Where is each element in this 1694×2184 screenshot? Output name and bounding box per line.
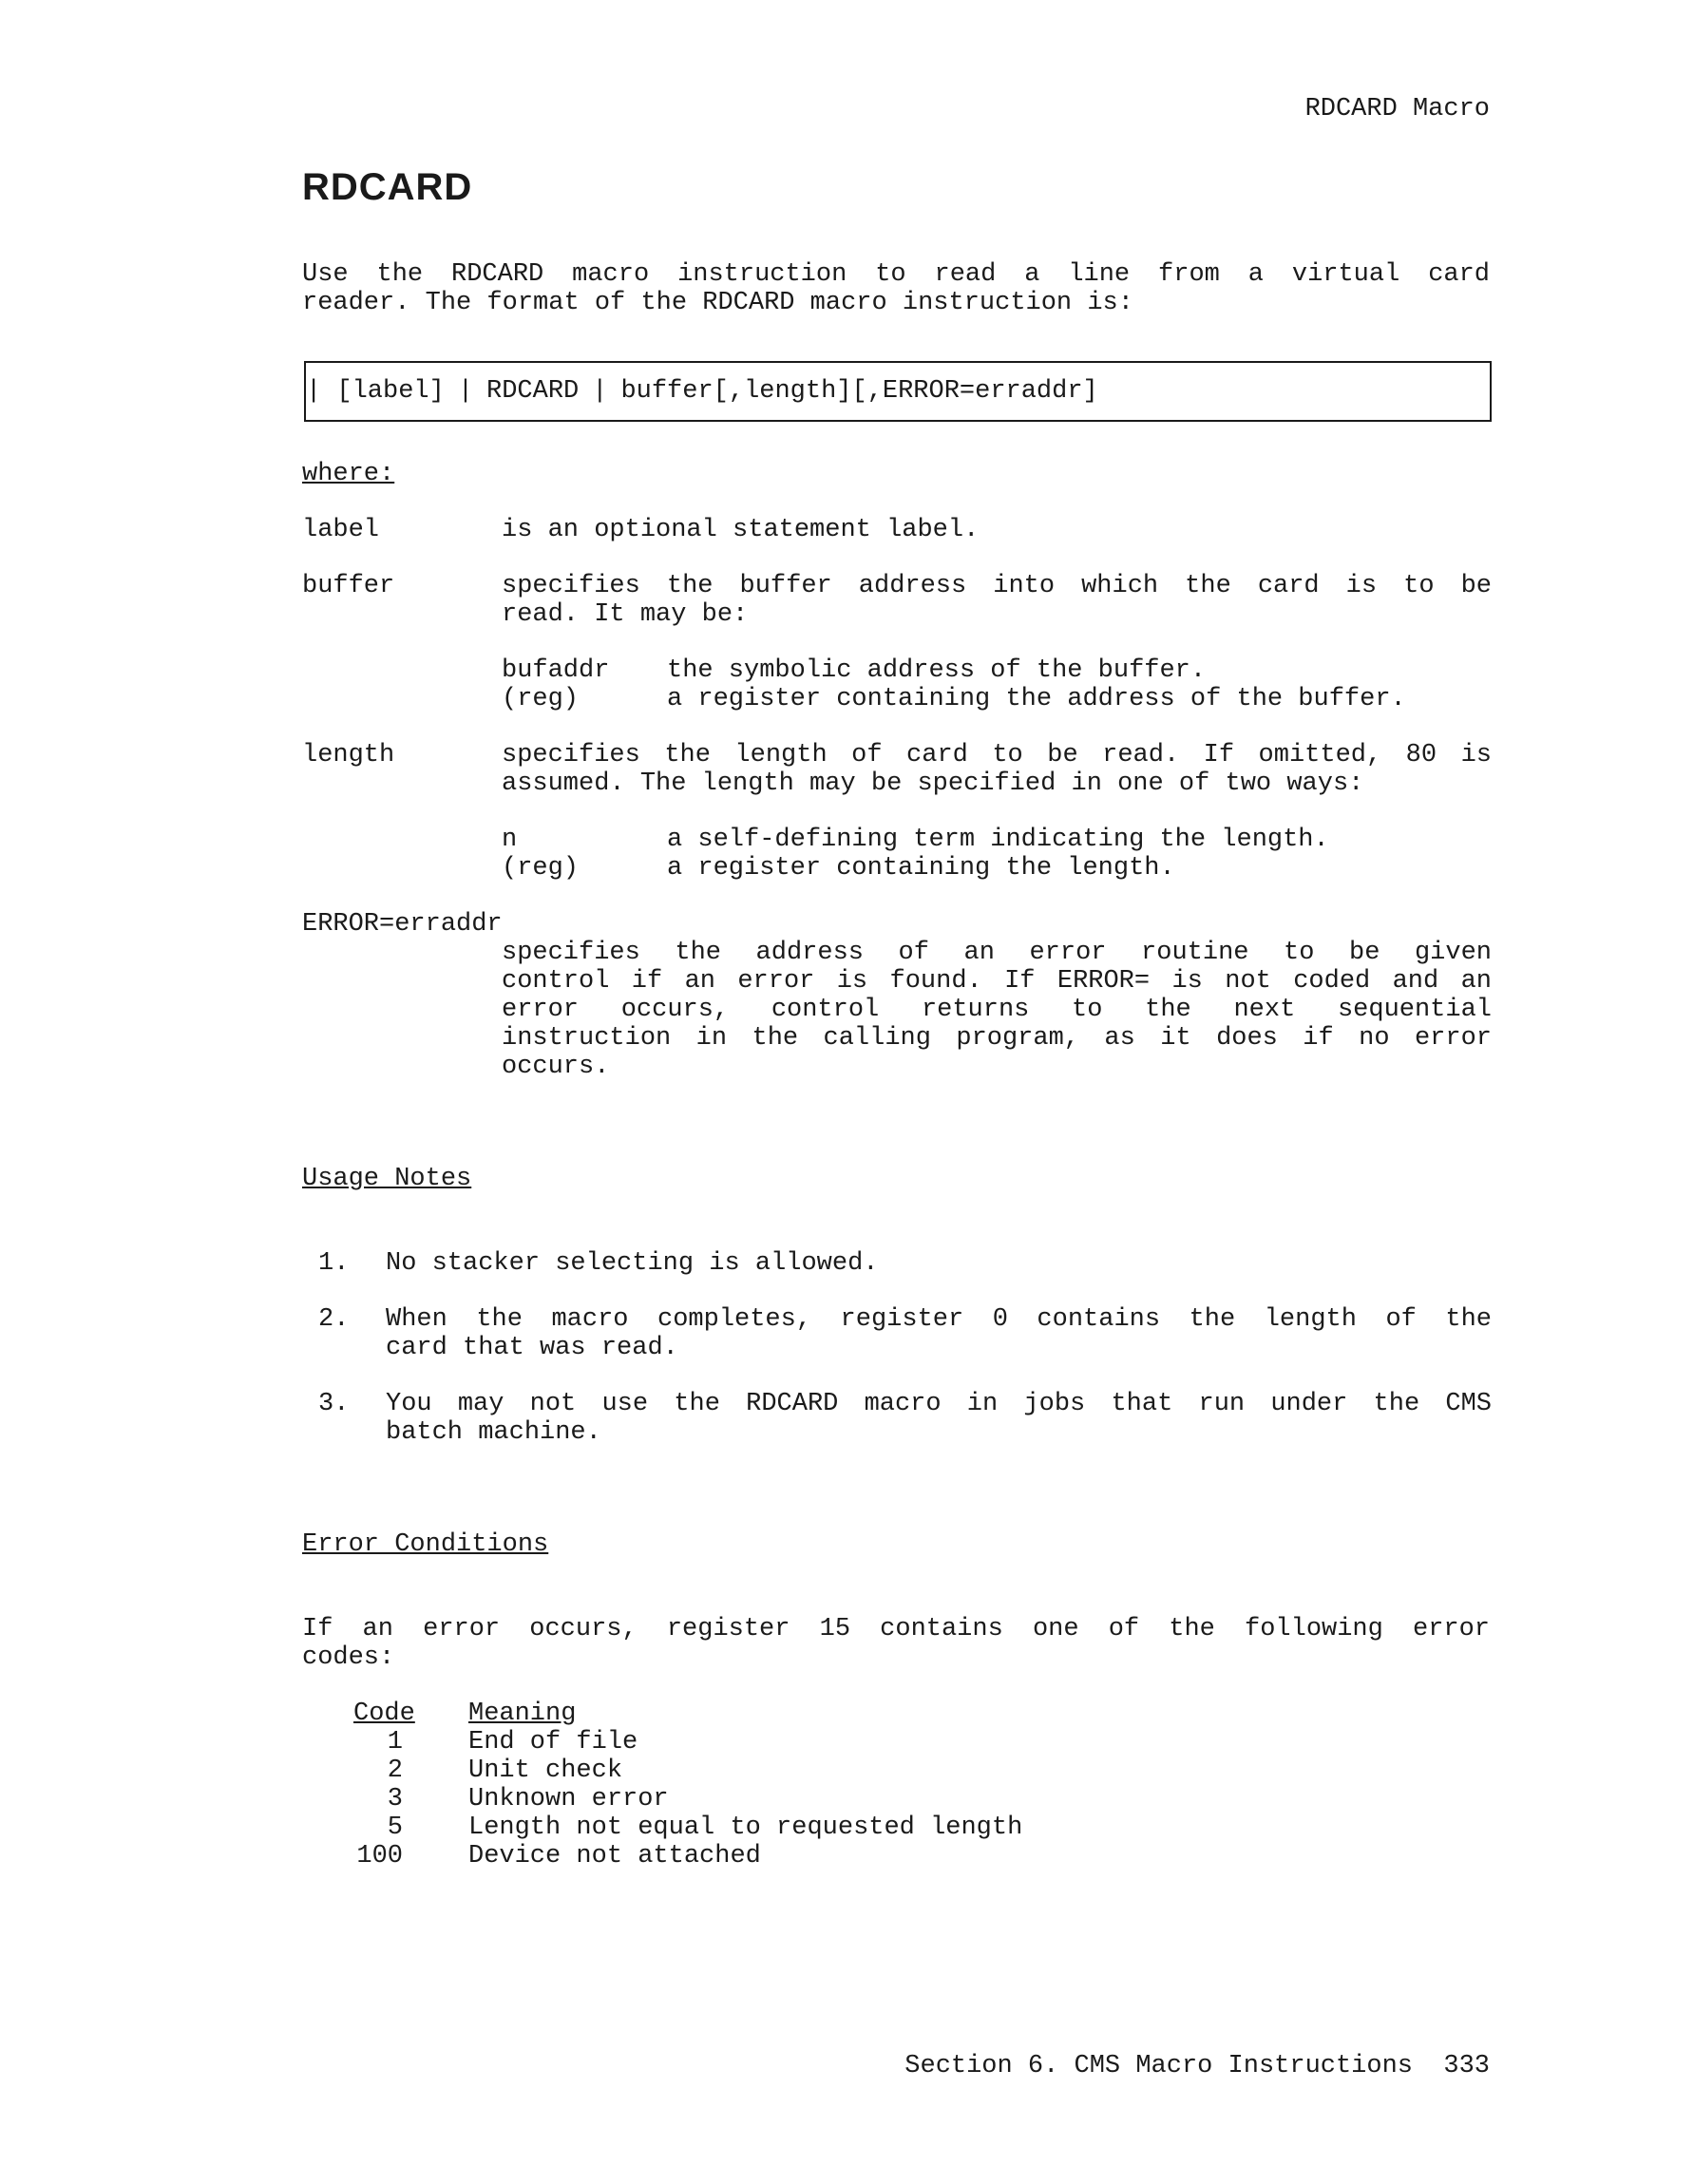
buffer-option-desc: the symbolic address of the buffer. — [667, 656, 1207, 685]
footer-section: Section 6. CMS Macro Instructions — [904, 2052, 1413, 2080]
running-header: RDCARD Macro — [1304, 95, 1490, 123]
meaning-column-header: Meaning — [468, 1700, 577, 1728]
error-code: 100 — [356, 1842, 403, 1871]
intro-line-1: Use the RDCARD macro instruction to read a line from a virtual card — [302, 260, 1490, 289]
param-error-desc-4: instruction in the calling program, as it does if no error — [502, 1024, 1492, 1053]
error-intro-line-1: If an error occurs, register 15 contains one of the following error — [302, 1615, 1490, 1643]
syntax-operands: buffer[,length][,ERROR=erraddr] — [620, 377, 1098, 406]
param-error-desc-2: control if an error is found. If ERROR= is not coded and an — [502, 967, 1492, 996]
param-buffer-desc-1: specifies the buffer address into which the card is to be — [502, 572, 1492, 600]
syntax-label: [label] — [336, 377, 445, 406]
page-title: RDCARD — [302, 166, 473, 208]
buffer-option-term: (reg) — [502, 685, 580, 713]
error-meaning: End of file — [468, 1728, 638, 1757]
usage-note-text: You may not use the RDCARD macro in jobs that run under the CMS — [386, 1390, 1492, 1418]
usage-note-number: 3. — [318, 1390, 350, 1418]
length-option-term: n — [502, 826, 518, 854]
usage-note-number: 1. — [318, 1249, 350, 1278]
usage-note-text: card that was read. — [386, 1334, 678, 1362]
buffer-option-desc: a register containing the address of the buffer. — [667, 685, 1406, 713]
page-footer — [904, 2052, 1490, 2080]
error-meaning: Unknown error — [468, 1785, 669, 1814]
intro-line-2: reader. The format of the RDCARD macro instruction is: — [302, 289, 1133, 317]
param-length-desc-2: assumed. The length may be specified in one of two ways: — [502, 769, 1364, 798]
usage-note-text: batch machine. — [386, 1418, 601, 1447]
length-option-desc: a register containing the length. — [667, 854, 1175, 883]
error-code: 1 — [387, 1728, 403, 1757]
page-number: 333 — [1443, 2052, 1490, 2080]
syntax-macro: RDCARD — [486, 377, 580, 406]
error-meaning: Length not equal to requested length — [468, 1814, 1023, 1842]
error-meaning: Device not attached — [468, 1842, 761, 1871]
param-error-desc-1: specifies the address of an error routine to be given — [502, 939, 1492, 967]
param-error-desc-3: error occurs, control returns to the next sequential — [502, 996, 1492, 1024]
error-conditions-heading: Error Conditions — [302, 1530, 549, 1559]
error-intro-line-2: codes: — [302, 1643, 395, 1672]
length-option-term: (reg) — [502, 854, 580, 883]
where-heading: where: — [302, 460, 395, 488]
param-length-term: length — [302, 741, 395, 769]
code-column-header: Code — [353, 1700, 415, 1728]
usage-note-text: When the macro completes, register 0 contains the length of the — [386, 1305, 1492, 1334]
error-code: 5 — [387, 1814, 403, 1842]
buffer-option-term: bufaddr — [502, 656, 610, 685]
length-option-desc: a self-defining term indicating the length. — [667, 826, 1329, 854]
param-buffer-term: buffer — [302, 572, 395, 600]
usage-note-number: 2. — [318, 1305, 350, 1334]
param-label-desc: is an optional statement label. — [502, 516, 980, 544]
param-label-term: label — [302, 516, 380, 544]
error-code: 3 — [387, 1785, 403, 1814]
usage-notes-heading: Usage Notes — [302, 1165, 472, 1193]
error-code: 2 — [387, 1757, 403, 1785]
syntax-row: | [label] | RDCARD | buffer[,length][,ERROR=erraddr] — [306, 377, 1098, 406]
error-meaning: Unit check — [468, 1757, 623, 1785]
syntax-box — [304, 361, 1492, 422]
param-length-desc-1: specifies the length of card to be read. If omitted, 80 is — [502, 741, 1492, 769]
param-error-term: ERROR=erraddr — [302, 910, 503, 939]
param-buffer-desc-2: read. It may be: — [502, 600, 749, 629]
usage-note-text: No stacker selecting is allowed. — [386, 1249, 879, 1278]
param-error-desc-5: occurs. — [502, 1053, 610, 1081]
